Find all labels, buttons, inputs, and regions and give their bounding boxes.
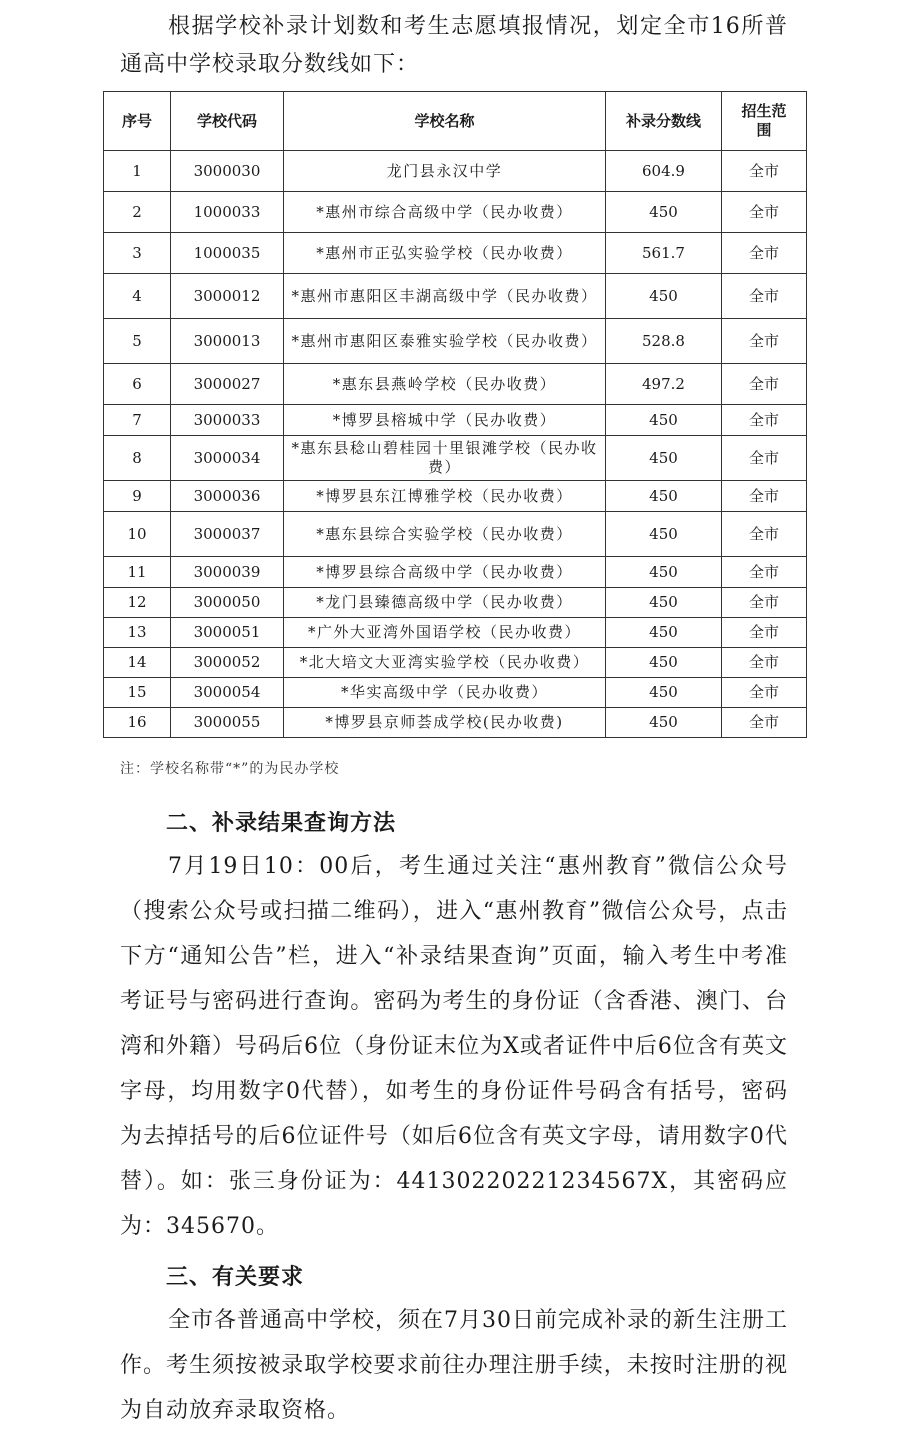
table-row bbox=[104, 678, 807, 708]
row-score: 450 bbox=[606, 557, 722, 588]
row-scope: 全市 bbox=[722, 481, 807, 512]
row-school-code: 3000013 bbox=[171, 319, 284, 364]
section-3-body: 全市各普通高中学校，须在7月30日前完成补录的新生注册工作。考生须按被录取学校要求前往办理注册手续，未按时注册的视为自动放弃录取资格。 bbox=[120, 1308, 788, 1423]
row-score: 450 bbox=[606, 436, 722, 481]
header-enrollment-scope: 招生范围 bbox=[722, 92, 807, 151]
row-serial: 9 bbox=[104, 481, 171, 512]
table-row bbox=[104, 192, 807, 233]
row-score: 450 bbox=[606, 192, 722, 233]
row-serial: 15 bbox=[104, 678, 171, 708]
row-school-code: 3000034 bbox=[171, 436, 284, 481]
row-scope: 全市 bbox=[722, 648, 807, 678]
row-score: 604.9 bbox=[606, 151, 722, 192]
row-serial: 3 bbox=[104, 233, 171, 274]
row-score: 450 bbox=[606, 405, 722, 436]
row-school-name: *广外大亚湾外国语学校（民办收费） bbox=[284, 618, 606, 648]
row-serial: 12 bbox=[104, 588, 171, 618]
row-score: 450 bbox=[606, 648, 722, 678]
row-school-code: 1000033 bbox=[171, 192, 284, 233]
row-score: 450 bbox=[606, 678, 722, 708]
row-scope: 全市 bbox=[722, 436, 807, 481]
row-scope: 全市 bbox=[722, 233, 807, 274]
row-serial: 2 bbox=[104, 192, 171, 233]
row-serial: 8 bbox=[104, 436, 171, 481]
header-school-name: 学校名称 bbox=[284, 92, 606, 151]
row-scope: 全市 bbox=[722, 151, 807, 192]
row-score: 497.2 bbox=[606, 364, 722, 405]
row-school-name: *惠州市惠阳区丰湖高级中学（民办收费） bbox=[284, 274, 606, 319]
row-scope: 全市 bbox=[722, 708, 807, 738]
table-row bbox=[104, 618, 807, 648]
row-scope: 全市 bbox=[722, 588, 807, 618]
intro-paragraph: 根据学校补录计划数和考生志愿填报情况，划定全市16所普通高中学校录取分数线如下： bbox=[120, 14, 788, 77]
table-row bbox=[104, 588, 807, 618]
row-serial: 1 bbox=[104, 151, 171, 192]
row-score: 450 bbox=[606, 618, 722, 648]
table-footnote: 注：学校名称带“*”的为民办学校 bbox=[120, 761, 340, 777]
table-row bbox=[104, 648, 807, 678]
row-school-name: *博罗县东江博雅学校（民办收费） bbox=[284, 481, 606, 512]
header-serial: 序号 bbox=[104, 92, 171, 151]
row-school-code: 3000054 bbox=[171, 678, 284, 708]
row-serial: 10 bbox=[104, 512, 171, 557]
row-school-name: *龙门县臻德高级中学（民办收费） bbox=[284, 588, 606, 618]
row-school-code: 3000012 bbox=[171, 274, 284, 319]
row-school-name: *惠州市综合高级中学（民办收费） bbox=[284, 192, 606, 233]
row-serial: 7 bbox=[104, 405, 171, 436]
row-scope: 全市 bbox=[722, 274, 807, 319]
table-header-row bbox=[104, 92, 807, 151]
table-row bbox=[104, 274, 807, 319]
row-scope: 全市 bbox=[722, 364, 807, 405]
row-serial: 4 bbox=[104, 274, 171, 319]
row-scope: 全市 bbox=[722, 405, 807, 436]
row-scope: 全市 bbox=[722, 192, 807, 233]
row-score: 450 bbox=[606, 481, 722, 512]
row-school-code: 3000036 bbox=[171, 481, 284, 512]
table-row bbox=[104, 481, 807, 512]
row-school-name: *华实高级中学（民办收费） bbox=[284, 678, 606, 708]
table-row bbox=[104, 319, 807, 364]
section-3-heading: 三、有关要求 bbox=[166, 1265, 305, 1290]
row-serial: 11 bbox=[104, 557, 171, 588]
row-score: 561.7 bbox=[606, 233, 722, 274]
table-row bbox=[104, 436, 807, 481]
row-scope: 全市 bbox=[722, 319, 807, 364]
row-school-code: 3000039 bbox=[171, 557, 284, 588]
row-scope: 全市 bbox=[722, 512, 807, 557]
row-school-name: *惠州市惠阳区泰雅实验学校（民办收费） bbox=[284, 319, 606, 364]
row-score: 450 bbox=[606, 512, 722, 557]
row-school-name: *博罗县综合高级中学（民办收费） bbox=[284, 557, 606, 588]
row-school-name: *惠州市正弘实验学校（民办收费） bbox=[284, 233, 606, 274]
row-scope: 全市 bbox=[722, 678, 807, 708]
section-2-heading: 二、补录结果查询方法 bbox=[166, 811, 397, 836]
table-row bbox=[104, 405, 807, 436]
row-serial: 13 bbox=[104, 618, 171, 648]
row-school-code: 3000050 bbox=[171, 588, 284, 618]
row-school-name: *博罗县京师荟成学校(民办收费) bbox=[284, 708, 606, 738]
row-school-code: 3000037 bbox=[171, 512, 284, 557]
row-score: 450 bbox=[606, 274, 722, 319]
row-school-name: 龙门县永汉中学 bbox=[284, 151, 606, 192]
row-score: 528.8 bbox=[606, 319, 722, 364]
table-row bbox=[104, 151, 807, 192]
row-school-name: *惠东县燕岭学校（民办收费） bbox=[284, 364, 606, 405]
row-scope: 全市 bbox=[722, 557, 807, 588]
table-row bbox=[104, 557, 807, 588]
header-score-line: 补录分数线 bbox=[606, 92, 722, 151]
row-school-name: *惠东县稔山碧桂园十里银滩学校（民办收费） bbox=[284, 436, 606, 481]
row-score: 450 bbox=[606, 588, 722, 618]
row-school-code: 3000051 bbox=[171, 618, 284, 648]
row-school-code: 3000027 bbox=[171, 364, 284, 405]
row-school-name: *博罗县榕城中学（民办收费） bbox=[284, 405, 606, 436]
row-score: 450 bbox=[606, 708, 722, 738]
table-row bbox=[104, 512, 807, 557]
row-serial: 14 bbox=[104, 648, 171, 678]
table-body bbox=[104, 151, 807, 738]
row-school-name: *惠东县综合实验学校（民办收费） bbox=[284, 512, 606, 557]
row-school-code: 3000033 bbox=[171, 405, 284, 436]
row-serial: 6 bbox=[104, 364, 171, 405]
row-school-code: 3000055 bbox=[171, 708, 284, 738]
section-2-body: 7月19日10：00后，考生通过关注“惠州教育”微信公众号（搜索公众号或扫描二维码），进入“惠州教育”微信公众号，点击下方“通知公告”栏，进入“补录结果查询”页面，输入考生中考准考证号与密码进行查询。密码为考生的身份证（含香港、澳门、台湾和外籍）号码后6位（身份证末位为X或者证件中后6位含有英文字母，均用数字0代替），如考生的身份证件号码含有括号，密码为去掉括号的后6位证件号（如后6位含有英文字母，请用数字0代替）。如：张三身份证为：44130220221234567X，其密码应为：345670。 bbox=[120, 854, 788, 1239]
row-school-code: 3000052 bbox=[171, 648, 284, 678]
table-row bbox=[104, 708, 807, 738]
row-scope: 全市 bbox=[722, 618, 807, 648]
row-serial: 16 bbox=[104, 708, 171, 738]
row-school-name: *北大培文大亚湾实验学校（民办收费） bbox=[284, 648, 606, 678]
table-row bbox=[104, 233, 807, 274]
header-school-code: 学校代码 bbox=[171, 92, 284, 151]
row-school-code: 1000035 bbox=[171, 233, 284, 274]
admission-score-table bbox=[103, 91, 807, 738]
row-school-code: 3000030 bbox=[171, 151, 284, 192]
table-row bbox=[104, 364, 807, 405]
row-serial: 5 bbox=[104, 319, 171, 364]
